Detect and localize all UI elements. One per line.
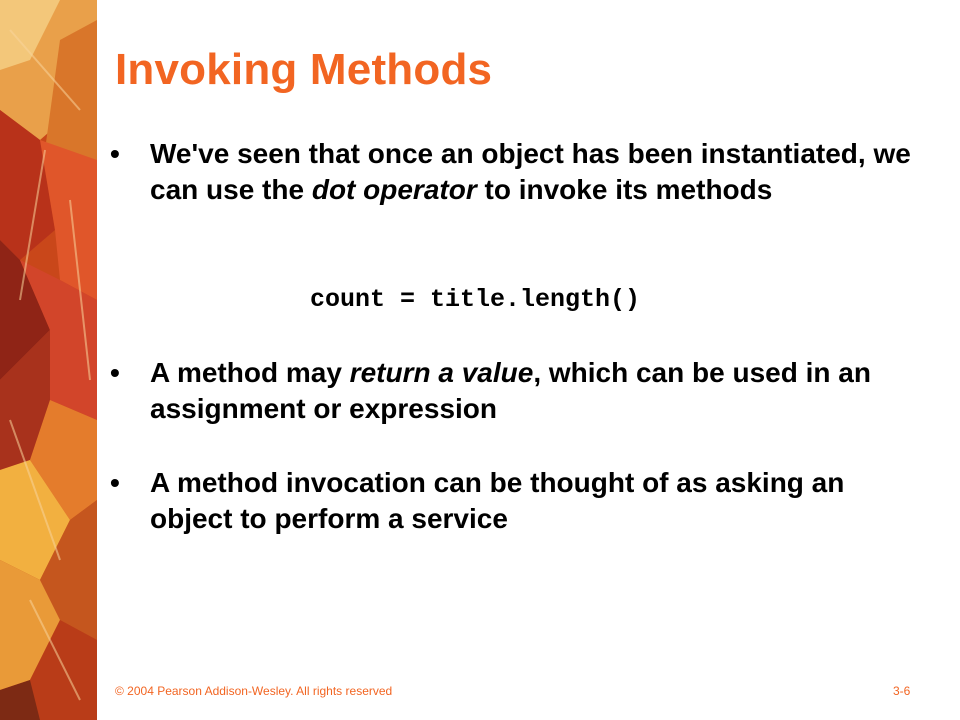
slide-title: Invoking Methods: [115, 45, 493, 94]
bullet-text: A method invocation can be thought of as asking an object to perform a service: [150, 467, 845, 534]
page-number: 3-6: [893, 684, 911, 698]
bullet-return-value: [110, 355, 930, 427]
bullet-text: We've seen that once an object has been instantiated, we can use the dot operator to invoke its methods: [150, 138, 911, 205]
footer-copyright: © 2004 Pearson Addison-Wesley. All rights reserved: [115, 684, 393, 698]
bullet-text: A method may return a value, which can be used in an assignment or expression: [150, 357, 871, 424]
bullet-dot-operator: [110, 136, 930, 208]
code-example: count = title.length(): [310, 285, 641, 314]
bullet-marker: •: [110, 357, 120, 388]
bullet-service: [110, 465, 930, 537]
autumn-leaves-image: [0, 0, 97, 720]
bullet-marker: •: [110, 467, 120, 498]
bullet-marker: •: [110, 138, 120, 169]
